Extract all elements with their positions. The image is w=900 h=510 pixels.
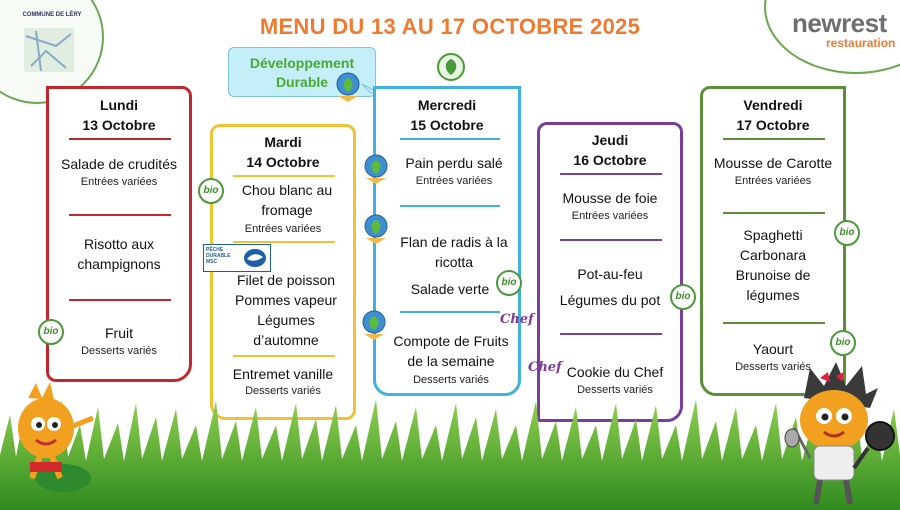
msc-label-text: PÊCHE DURABLE MSC	[206, 247, 231, 265]
dish-sub: Entrées variées	[571, 210, 649, 222]
day-separator	[69, 214, 171, 216]
bio-label-icon: bio	[496, 270, 522, 296]
day-card-jeudi	[537, 122, 683, 422]
newrest-logo-tagline: restauration	[826, 36, 896, 50]
day-date: 15 Octobre	[410, 117, 484, 133]
day-card-vendredi	[700, 86, 846, 396]
day-separator	[723, 322, 825, 324]
day-date: 13 Octobre	[82, 117, 156, 133]
dish-sub: Entrées variées	[80, 176, 158, 188]
dish-label: Fruit	[105, 325, 133, 341]
day-date: 16 Octobre	[573, 152, 647, 168]
day-separator	[233, 175, 335, 177]
day-date: 17 Octobre	[736, 117, 810, 133]
commune-logo-text: COMMUNE DE LÉRY	[22, 12, 82, 18]
dish-label: Spaghetti Carbonara Brunoise de légumes	[735, 227, 811, 303]
day-card-mardi	[210, 124, 356, 420]
day-separator	[400, 311, 500, 313]
sustainable-callout-line2: Durable	[275, 74, 329, 90]
day-separator	[560, 239, 662, 241]
dish-label: Entremet vanille	[232, 366, 334, 382]
dish-label: Filet de poisson Pommes vapeur Légumes d’automne	[235, 272, 337, 348]
sustainable-callout-line1: Développement	[249, 55, 355, 71]
bio-label-icon: bio	[198, 178, 224, 204]
day-name: Mardi	[264, 134, 302, 150]
day-separator	[233, 355, 335, 357]
day-separator	[400, 138, 500, 140]
day-separator	[723, 138, 825, 140]
grass-footer	[0, 395, 900, 510]
sustainable-globe-icon	[362, 154, 390, 184]
dish-sub: Desserts variés	[577, 384, 653, 396]
chef-signature-icon: Chef	[528, 360, 562, 375]
dish-sub: Desserts variés	[81, 345, 157, 357]
sustainable-globe-icon	[334, 72, 362, 102]
day-name: Lundi	[99, 97, 139, 113]
sustainable-globe-icon	[362, 214, 390, 244]
fish-icon	[242, 247, 268, 269]
dish-label: Flan de radis à la ricotta	[400, 234, 508, 270]
dish-label: Salade verte	[410, 281, 490, 297]
day-separator	[560, 173, 662, 175]
day-card-lundi	[46, 86, 192, 382]
mascot-left-icon	[8, 378, 108, 498]
dish-label: Pot-au-feu	[577, 266, 643, 282]
dish-sub: Desserts variés	[413, 374, 489, 386]
mascot-chef-icon	[784, 358, 900, 508]
day-card-mercredi	[373, 86, 521, 396]
dish-sub: Desserts variés	[245, 385, 321, 397]
day-name: Vendredi	[743, 97, 803, 113]
newrest-logo-wordmark: newrest	[792, 8, 887, 38]
bio-label-icon: bio	[830, 330, 856, 356]
day-date: 14 Octobre	[246, 154, 320, 170]
page-title: MENU DU 13 AU 17 OCTOBRE 2025	[259, 14, 641, 39]
day-separator	[560, 333, 662, 335]
bio-label-icon: bio	[38, 319, 64, 345]
dish-sub: Entrées variées	[244, 223, 322, 235]
dish-label: Risotto aux champignons	[77, 236, 161, 272]
day-separator	[233, 241, 335, 243]
dish-label: Légumes du pot	[559, 292, 661, 308]
sustainable-globe-icon	[360, 310, 388, 340]
msc-label-icon	[203, 244, 271, 272]
chef-signature-icon: Chef	[500, 312, 534, 327]
bio-label-icon: bio	[670, 284, 696, 310]
day-separator	[69, 299, 171, 301]
bio-label-icon: bio	[834, 220, 860, 246]
day-separator	[400, 205, 500, 207]
eco-badge-icon	[436, 52, 466, 82]
dish-label: Cookie du Chef	[566, 364, 664, 380]
day-separator	[69, 138, 171, 140]
dish-label: Chou blanc au fromage	[241, 182, 333, 218]
day-separator	[723, 212, 825, 214]
dish-label: Mousse de Carotte	[713, 155, 833, 171]
dish-label: Pain perdu salé	[405, 155, 503, 171]
dish-sub: Entrées variées	[734, 175, 812, 187]
dish-label: Compote de Fruits de la semaine	[393, 333, 509, 369]
dish-label: Salade de crudités	[61, 156, 177, 172]
dish-label: Yaourt	[752, 341, 794, 357]
day-name: Mercredi	[417, 97, 477, 113]
dish-label: Mousse de foie	[562, 190, 658, 206]
dish-sub: Entrées variées	[415, 175, 493, 187]
day-name: Jeudi	[591, 132, 629, 148]
dish-sub: Desserts variés	[735, 361, 811, 373]
